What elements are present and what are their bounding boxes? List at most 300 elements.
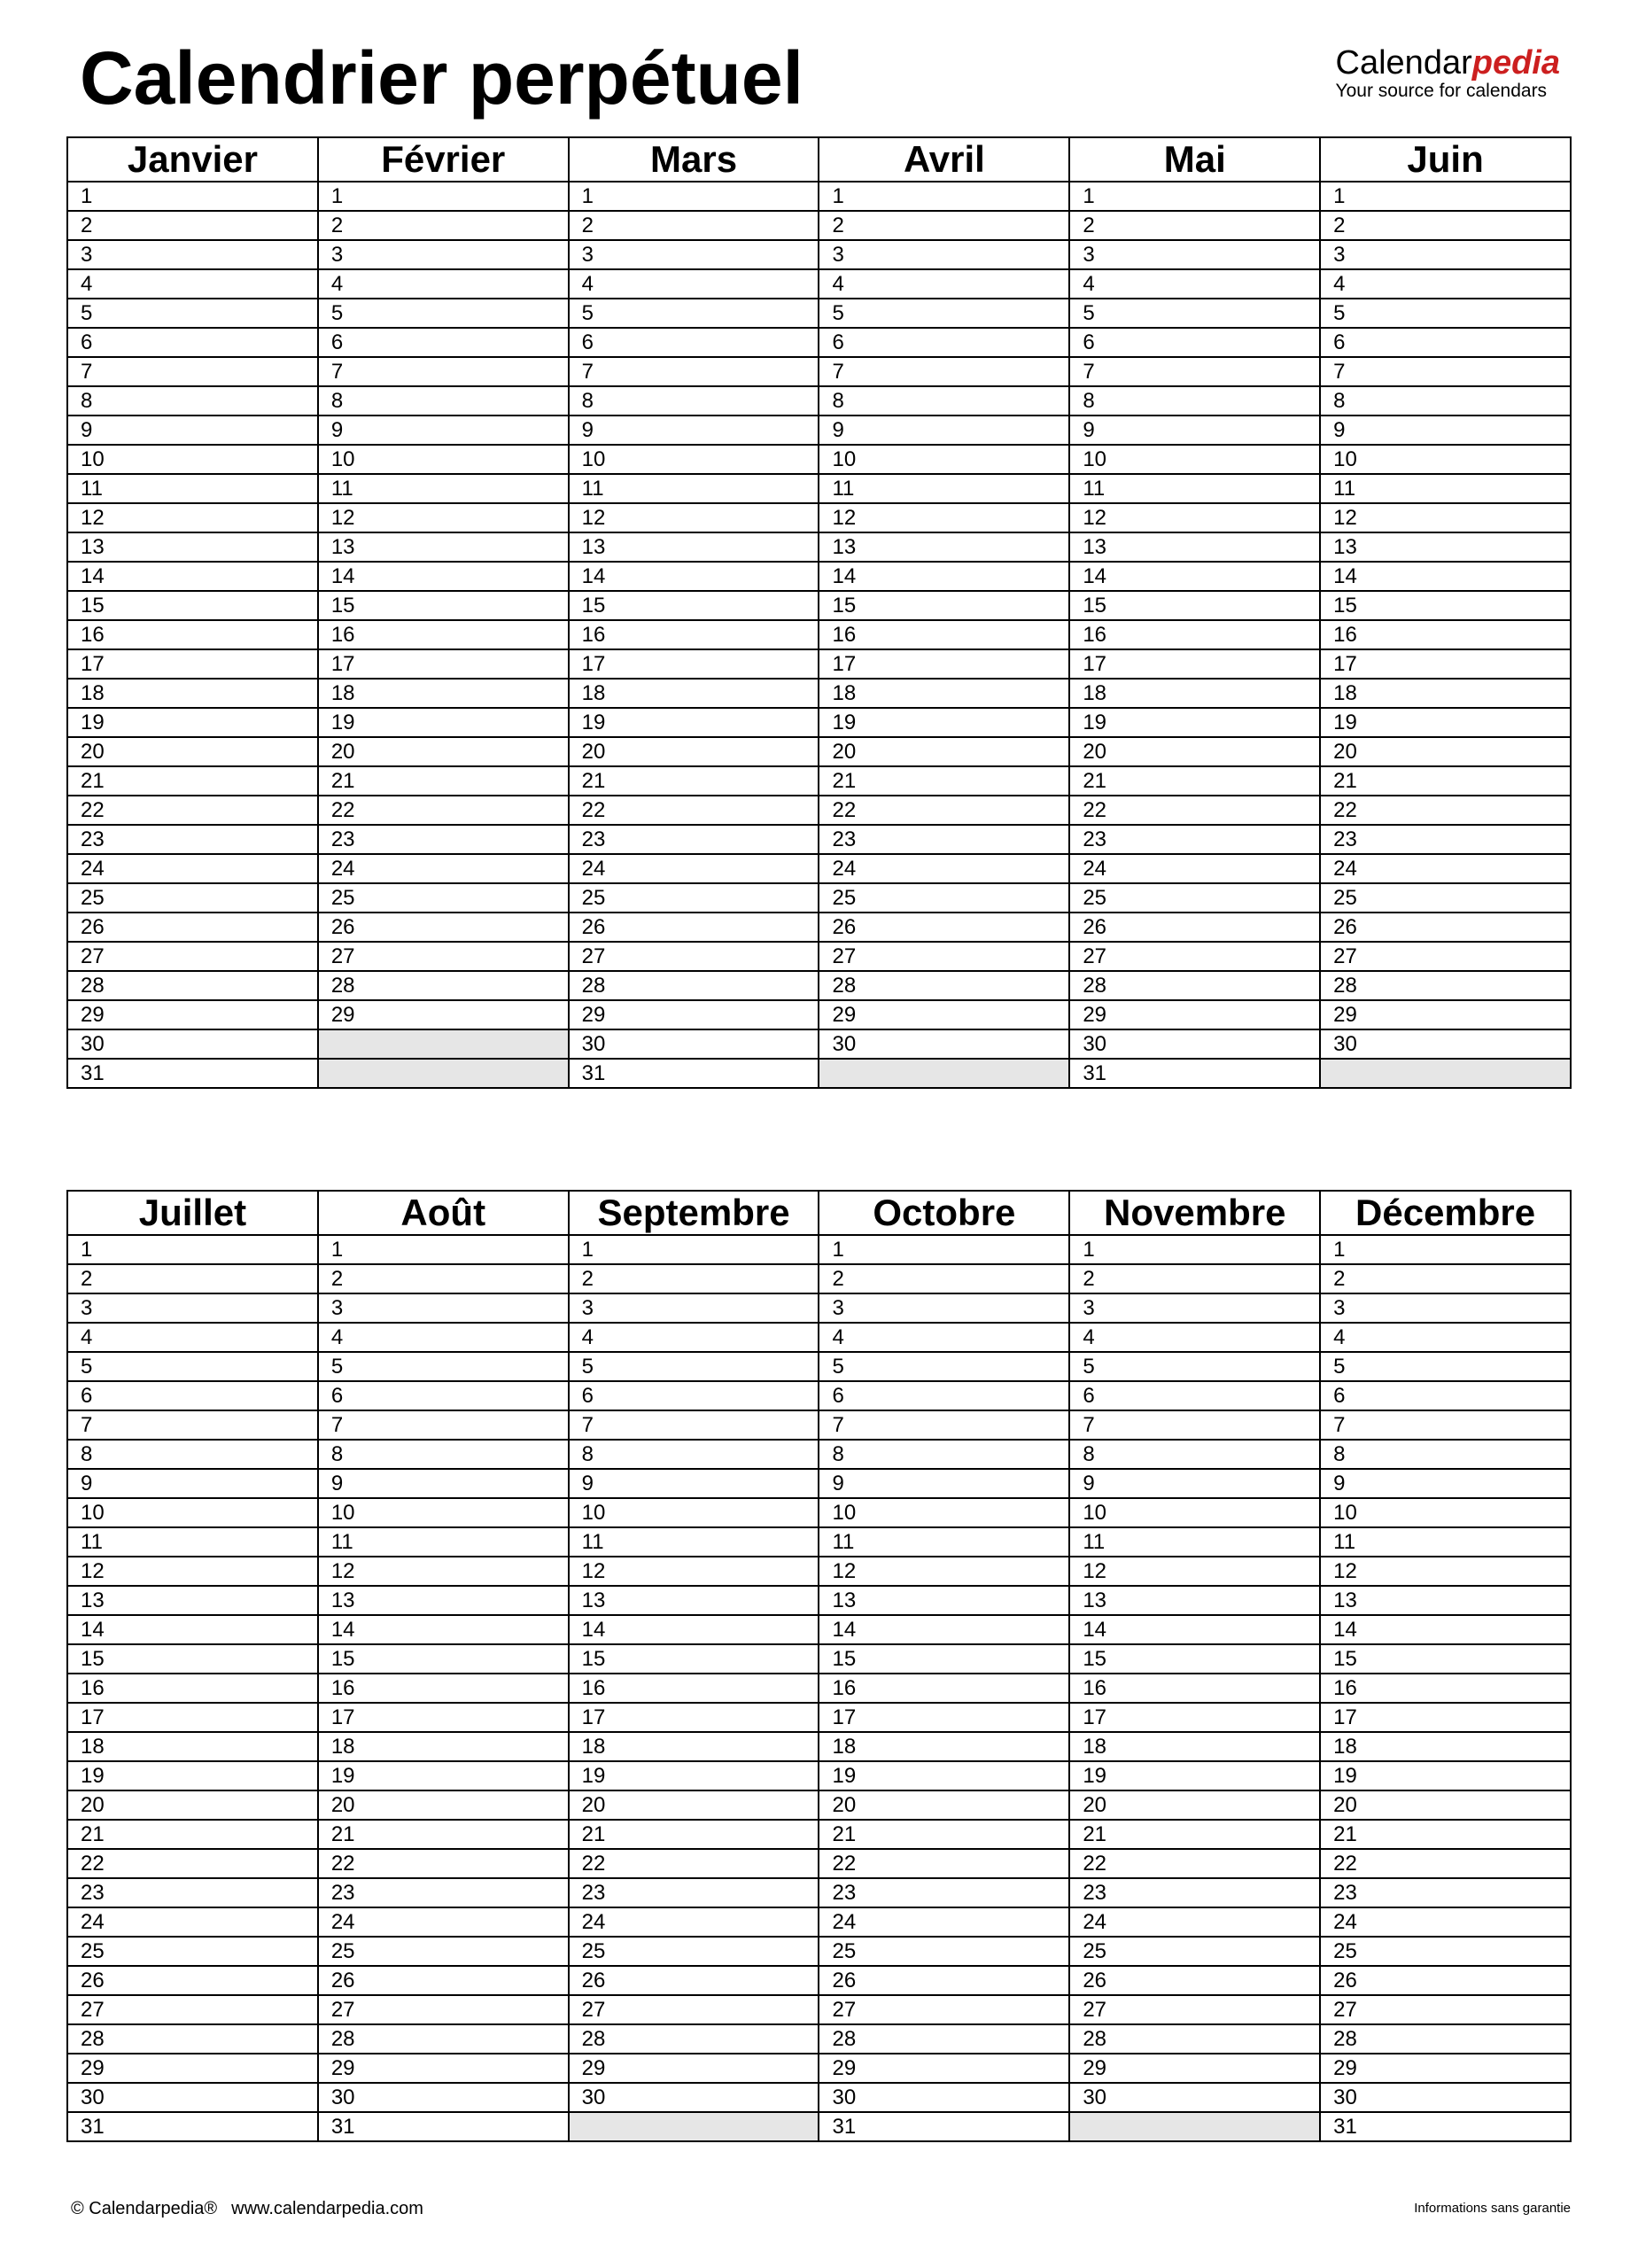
day-cell: 16 — [318, 1674, 569, 1703]
month-header: Juillet — [67, 1191, 318, 1235]
day-cell: 5 — [67, 1352, 318, 1381]
day-cell: 5 — [318, 1352, 569, 1381]
day-row — [67, 971, 1571, 1000]
day-row — [67, 240, 1571, 269]
day-cell: 6 — [569, 328, 819, 357]
footer-website-link[interactable]: www.calendarpedia.com — [231, 2199, 423, 2218]
day-cell: 22 — [1069, 796, 1320, 825]
day-cell: 14 — [569, 1615, 819, 1644]
day-cell: 12 — [569, 503, 819, 532]
logo-name-plain: Calendar — [1335, 44, 1472, 82]
day-row — [67, 445, 1571, 474]
day-cell: 2 — [1320, 211, 1571, 240]
day-cell: 20 — [1320, 1790, 1571, 1820]
day-cell: 24 — [569, 1907, 819, 1937]
day-cell: 13 — [1320, 532, 1571, 562]
day-cell: 13 — [318, 532, 569, 562]
day-cell: 18 — [1320, 1732, 1571, 1761]
day-cell: 10 — [1320, 445, 1571, 474]
day-cell: 26 — [1069, 1966, 1320, 1995]
day-rows — [67, 182, 1571, 1088]
day-cell: 11 — [1320, 474, 1571, 503]
day-cell: 13 — [1069, 1586, 1320, 1615]
day-cell: 31 — [569, 1059, 819, 1088]
day-cell: 17 — [67, 1703, 318, 1732]
day-cell: 2 — [569, 211, 819, 240]
day-row — [67, 1235, 1571, 1264]
day-row — [67, 679, 1571, 708]
day-row — [67, 2112, 1571, 2141]
day-cell: 28 — [819, 2024, 1069, 2054]
day-row — [67, 796, 1571, 825]
day-cell: 18 — [1320, 679, 1571, 708]
day-cell: 14 — [318, 562, 569, 591]
day-cell: 9 — [67, 1469, 318, 1498]
day-row — [67, 737, 1571, 766]
day-row — [67, 1381, 1571, 1410]
day-cell: 28 — [1320, 2024, 1571, 2054]
day-cell: 7 — [819, 1410, 1069, 1440]
day-cell: 2 — [569, 1264, 819, 1293]
day-cell: 7 — [569, 357, 819, 386]
day-cell: 4 — [819, 269, 1069, 299]
day-cell: 1 — [67, 182, 318, 211]
day-cell: 2 — [819, 1264, 1069, 1293]
day-cell: 16 — [569, 1674, 819, 1703]
day-cell: 19 — [819, 1761, 1069, 1790]
day-cell: 11 — [569, 474, 819, 503]
day-cell: 16 — [1069, 620, 1320, 649]
day-row — [67, 299, 1571, 328]
day-cell: 9 — [67, 416, 318, 445]
day-cell: 17 — [569, 649, 819, 679]
day-cell: 5 — [569, 299, 819, 328]
logo-tagline: Your source for calendars — [1335, 81, 1548, 101]
day-cell: 24 — [67, 1907, 318, 1937]
day-cell: 1 — [318, 1235, 569, 1264]
day-cell: 13 — [318, 1586, 569, 1615]
day-cell: 22 — [569, 1849, 819, 1878]
footer-copyright: © Calendarpedia® — [71, 2199, 218, 2218]
day-cell: 18 — [569, 1732, 819, 1761]
day-cell: 9 — [1069, 1469, 1320, 1498]
day-cell: 13 — [819, 1586, 1069, 1615]
day-cell: 2 — [318, 1264, 569, 1293]
day-cell: 3 — [318, 1293, 569, 1323]
day-cell: 7 — [318, 357, 569, 386]
day-row — [67, 1352, 1571, 1381]
day-row — [67, 532, 1571, 562]
month-header: Mars — [569, 137, 819, 182]
day-cell: 27 — [318, 1995, 569, 2024]
day-cell: 26 — [67, 913, 318, 942]
day-cell: 9 — [1320, 416, 1571, 445]
day-cell: 30 — [819, 1029, 1069, 1059]
day-cell: 11 — [318, 474, 569, 503]
day-cell: 29 — [67, 2054, 318, 2083]
day-cell: 3 — [569, 1293, 819, 1323]
day-cell: 1 — [1320, 1235, 1571, 1264]
day-cell: 3 — [67, 240, 318, 269]
day-cell: 19 — [569, 708, 819, 737]
day-row — [67, 1849, 1571, 1878]
day-cell: 30 — [569, 2083, 819, 2112]
calendar-table-first-half — [66, 136, 1572, 1089]
day-cell: 18 — [1069, 1732, 1320, 1761]
day-cell: 19 — [318, 708, 569, 737]
day-cell: 3 — [1069, 240, 1320, 269]
day-cell: 8 — [1320, 1440, 1571, 1469]
day-cell: 27 — [569, 1995, 819, 2024]
day-cell: 6 — [819, 328, 1069, 357]
day-cell: 16 — [318, 620, 569, 649]
day-cell: 27 — [1069, 942, 1320, 971]
day-row — [67, 1000, 1571, 1029]
day-cell: 28 — [1069, 971, 1320, 1000]
day-cell: 15 — [67, 1644, 318, 1674]
footer-disclaimer: Informations sans garantie — [1414, 2201, 1571, 2216]
day-cell: 14 — [318, 1615, 569, 1644]
day-cell: 15 — [67, 591, 318, 620]
day-cell: 26 — [318, 1966, 569, 1995]
day-cell: 16 — [1069, 1674, 1320, 1703]
day-cell: 15 — [1320, 591, 1571, 620]
day-cell: 28 — [318, 971, 569, 1000]
day-cell: 9 — [819, 416, 1069, 445]
day-cell: 27 — [1069, 1995, 1320, 2024]
day-cell: 9 — [569, 1469, 819, 1498]
day-row — [67, 1059, 1571, 1088]
day-cell: 10 — [569, 1498, 819, 1527]
day-cell: 17 — [318, 1703, 569, 1732]
day-cell: 23 — [1320, 1878, 1571, 1907]
day-cell: 20 — [67, 1790, 318, 1820]
day-cell: 27 — [819, 942, 1069, 971]
day-row — [67, 620, 1571, 649]
day-cell: 10 — [318, 445, 569, 474]
day-cell: 21 — [819, 766, 1069, 796]
day-cell: 29 — [318, 1000, 569, 1029]
day-cell: 8 — [67, 1440, 318, 1469]
day-cell: 6 — [1069, 1381, 1320, 1410]
day-cell: 21 — [819, 1820, 1069, 1849]
day-row — [67, 1527, 1571, 1557]
day-cell: 22 — [67, 1849, 318, 1878]
page-title: Calendrier perpétuel — [80, 36, 803, 120]
day-cell: 9 — [819, 1469, 1069, 1498]
day-cell: 12 — [67, 1557, 318, 1586]
day-cell: 30 — [318, 2083, 569, 2112]
day-cell: 5 — [1069, 299, 1320, 328]
day-cell: 21 — [318, 766, 569, 796]
day-cell: 29 — [1069, 1000, 1320, 1029]
day-cell: 22 — [1320, 796, 1571, 825]
day-cell: 29 — [819, 2054, 1069, 2083]
day-cell: 23 — [67, 1878, 318, 1907]
day-cell: 12 — [819, 1557, 1069, 1586]
day-row — [67, 1586, 1571, 1615]
day-cell: 2 — [819, 211, 1069, 240]
day-row — [67, 942, 1571, 971]
day-cell: 24 — [1069, 854, 1320, 883]
day-cell: 19 — [1069, 708, 1320, 737]
day-row — [67, 1907, 1571, 1937]
day-cell: 30 — [1069, 2083, 1320, 2112]
day-cell: 11 — [1320, 1527, 1571, 1557]
day-cell: 13 — [1069, 532, 1320, 562]
day-cell: 1 — [1320, 182, 1571, 211]
day-cell: 26 — [318, 913, 569, 942]
day-cell: 18 — [318, 679, 569, 708]
day-cell: 21 — [1320, 766, 1571, 796]
day-cell: 11 — [1069, 1527, 1320, 1557]
day-cell: 12 — [819, 503, 1069, 532]
day-cell: 15 — [569, 1644, 819, 1674]
day-cell: 29 — [67, 1000, 318, 1029]
day-row — [67, 649, 1571, 679]
day-cell: 18 — [569, 679, 819, 708]
day-cell: 19 — [67, 708, 318, 737]
day-cell: 28 — [1069, 2024, 1320, 2054]
month-header: Mai — [1069, 137, 1320, 182]
day-cell: 23 — [1320, 825, 1571, 854]
day-cell: 22 — [569, 796, 819, 825]
day-cell: 1 — [1069, 182, 1320, 211]
footer-credits — [71, 2199, 423, 2219]
month-header: Février — [318, 137, 569, 182]
day-cell: 24 — [318, 1907, 569, 1937]
day-cell: 24 — [318, 854, 569, 883]
day-cell: 4 — [1069, 1323, 1320, 1352]
day-cell: 23 — [819, 825, 1069, 854]
day-row — [67, 1820, 1571, 1849]
month-header: Avril — [819, 137, 1069, 182]
day-cell: 26 — [819, 913, 1069, 942]
day-row — [67, 2054, 1571, 2083]
day-cell: 31 — [67, 2112, 318, 2141]
day-cell: 14 — [1069, 562, 1320, 591]
day-cell: 23 — [569, 1878, 819, 1907]
day-cell: 10 — [819, 1498, 1069, 1527]
day-row — [67, 825, 1571, 854]
day-cell: 29 — [1320, 1000, 1571, 1029]
day-cell: 18 — [819, 1732, 1069, 1761]
day-cell: 6 — [318, 328, 569, 357]
day-row — [67, 883, 1571, 913]
day-row — [67, 562, 1571, 591]
day-cell: 17 — [67, 649, 318, 679]
day-cell: 1 — [569, 1235, 819, 1264]
day-cell: 22 — [819, 796, 1069, 825]
day-cell: 21 — [67, 1820, 318, 1849]
day-cell: 1 — [67, 1235, 318, 1264]
day-row — [67, 1323, 1571, 1352]
day-row — [67, 182, 1571, 211]
day-cell: 25 — [819, 883, 1069, 913]
day-cell: 9 — [1320, 1469, 1571, 1498]
empty-day-cell — [318, 1029, 569, 1059]
day-cell: 28 — [569, 2024, 819, 2054]
day-cell: 27 — [67, 1995, 318, 2024]
day-cell: 6 — [569, 1381, 819, 1410]
day-cell: 18 — [819, 679, 1069, 708]
day-cell: 29 — [318, 2054, 569, 2083]
day-cell: 7 — [1069, 1410, 1320, 1440]
day-cell: 12 — [1069, 503, 1320, 532]
day-row — [67, 766, 1571, 796]
month-header: Septembre — [569, 1191, 819, 1235]
day-cell: 7 — [569, 1410, 819, 1440]
day-cell: 12 — [318, 1557, 569, 1586]
day-cell: 14 — [819, 562, 1069, 591]
day-row — [67, 269, 1571, 299]
day-row — [67, 1761, 1571, 1790]
day-cell: 17 — [569, 1703, 819, 1732]
day-cell: 2 — [1069, 1264, 1320, 1293]
day-cell: 10 — [569, 445, 819, 474]
day-cell: 13 — [569, 1586, 819, 1615]
day-cell: 25 — [318, 1937, 569, 1966]
day-cell: 31 — [1320, 2112, 1571, 2141]
day-cell: 30 — [1320, 2083, 1571, 2112]
day-cell: 18 — [318, 1732, 569, 1761]
day-cell: 24 — [819, 1907, 1069, 1937]
day-cell: 25 — [569, 1937, 819, 1966]
day-cell: 19 — [1320, 708, 1571, 737]
day-row — [67, 1615, 1571, 1644]
day-cell: 1 — [1069, 1235, 1320, 1264]
day-cell: 23 — [1069, 825, 1320, 854]
day-cell: 24 — [1069, 1907, 1320, 1937]
day-cell: 12 — [67, 503, 318, 532]
day-cell: 28 — [1320, 971, 1571, 1000]
day-cell: 24 — [1320, 854, 1571, 883]
day-cell: 29 — [569, 1000, 819, 1029]
day-cell: 2 — [318, 211, 569, 240]
day-row — [67, 2083, 1571, 2112]
day-cell: 7 — [1320, 357, 1571, 386]
day-cell: 12 — [1320, 503, 1571, 532]
day-cell: 19 — [67, 1761, 318, 1790]
day-row — [67, 1029, 1571, 1059]
day-cell: 4 — [318, 1323, 569, 1352]
day-cell: 19 — [1320, 1761, 1571, 1790]
day-cell: 8 — [1069, 386, 1320, 416]
day-cell: 4 — [569, 269, 819, 299]
day-cell: 17 — [1069, 1703, 1320, 1732]
day-cell: 22 — [1320, 1849, 1571, 1878]
day-cell: 28 — [569, 971, 819, 1000]
day-cell: 27 — [1320, 1995, 1571, 2024]
day-row — [67, 708, 1571, 737]
day-cell: 10 — [67, 445, 318, 474]
day-cell: 4 — [1069, 269, 1320, 299]
day-row — [67, 474, 1571, 503]
day-cell: 4 — [1320, 1323, 1571, 1352]
day-cell: 19 — [569, 1761, 819, 1790]
day-cell: 15 — [569, 591, 819, 620]
day-cell: 22 — [318, 796, 569, 825]
day-cell: 27 — [569, 942, 819, 971]
day-cell: 15 — [819, 591, 1069, 620]
day-cell: 21 — [67, 766, 318, 796]
day-cell: 21 — [569, 1820, 819, 1849]
empty-day-cell — [819, 1059, 1069, 1088]
day-cell: 24 — [819, 854, 1069, 883]
day-row — [67, 1440, 1571, 1469]
day-cell: 3 — [1320, 1293, 1571, 1323]
day-cell: 5 — [1320, 299, 1571, 328]
day-cell: 5 — [819, 299, 1069, 328]
day-cell: 17 — [1320, 649, 1571, 679]
day-cell: 19 — [819, 708, 1069, 737]
day-cell: 20 — [569, 1790, 819, 1820]
day-cell: 12 — [569, 1557, 819, 1586]
day-row — [67, 1674, 1571, 1703]
empty-day-cell — [1320, 1059, 1571, 1088]
day-cell: 17 — [1069, 649, 1320, 679]
day-cell: 29 — [1069, 2054, 1320, 2083]
day-cell: 23 — [318, 1878, 569, 1907]
day-cell: 23 — [819, 1878, 1069, 1907]
day-cell: 16 — [1320, 620, 1571, 649]
day-cell: 6 — [67, 1381, 318, 1410]
day-cell: 29 — [1320, 2054, 1571, 2083]
month-header: Décembre — [1320, 1191, 1571, 1235]
day-cell: 6 — [1069, 328, 1320, 357]
day-cell: 26 — [569, 913, 819, 942]
day-cell: 14 — [569, 562, 819, 591]
day-cell: 4 — [67, 269, 318, 299]
day-cell: 16 — [819, 1674, 1069, 1703]
day-cell: 21 — [1320, 1820, 1571, 1849]
day-cell: 12 — [318, 503, 569, 532]
month-header: Janvier — [67, 137, 318, 182]
day-cell: 8 — [819, 386, 1069, 416]
day-row — [67, 1644, 1571, 1674]
day-row — [67, 1469, 1571, 1498]
day-cell: 8 — [1320, 386, 1571, 416]
day-cell: 11 — [318, 1527, 569, 1557]
day-row — [67, 211, 1571, 240]
day-cell: 9 — [569, 416, 819, 445]
day-cell: 22 — [318, 1849, 569, 1878]
day-cell: 18 — [1069, 679, 1320, 708]
day-cell: 7 — [1069, 357, 1320, 386]
day-cell: 14 — [1069, 1615, 1320, 1644]
day-cell: 21 — [318, 1820, 569, 1849]
day-cell: 27 — [318, 942, 569, 971]
day-cell: 8 — [819, 1440, 1069, 1469]
calendar-table-second-half — [66, 1190, 1572, 2142]
day-cell: 20 — [1320, 737, 1571, 766]
day-cell: 4 — [819, 1323, 1069, 1352]
day-cell: 21 — [569, 766, 819, 796]
day-cell: 14 — [67, 1615, 318, 1644]
day-cell: 15 — [1069, 1644, 1320, 1674]
day-cell: 30 — [819, 2083, 1069, 2112]
day-cell: 15 — [1320, 1644, 1571, 1674]
calendarpedia-logo[interactable] — [1336, 46, 1560, 100]
day-cell: 2 — [67, 1264, 318, 1293]
day-row — [67, 1732, 1571, 1761]
day-cell: 1 — [318, 182, 569, 211]
day-cell: 28 — [819, 971, 1069, 1000]
day-cell: 30 — [1320, 1029, 1571, 1059]
day-cell: 9 — [318, 416, 569, 445]
day-cell: 3 — [1320, 240, 1571, 269]
day-cell: 3 — [318, 240, 569, 269]
